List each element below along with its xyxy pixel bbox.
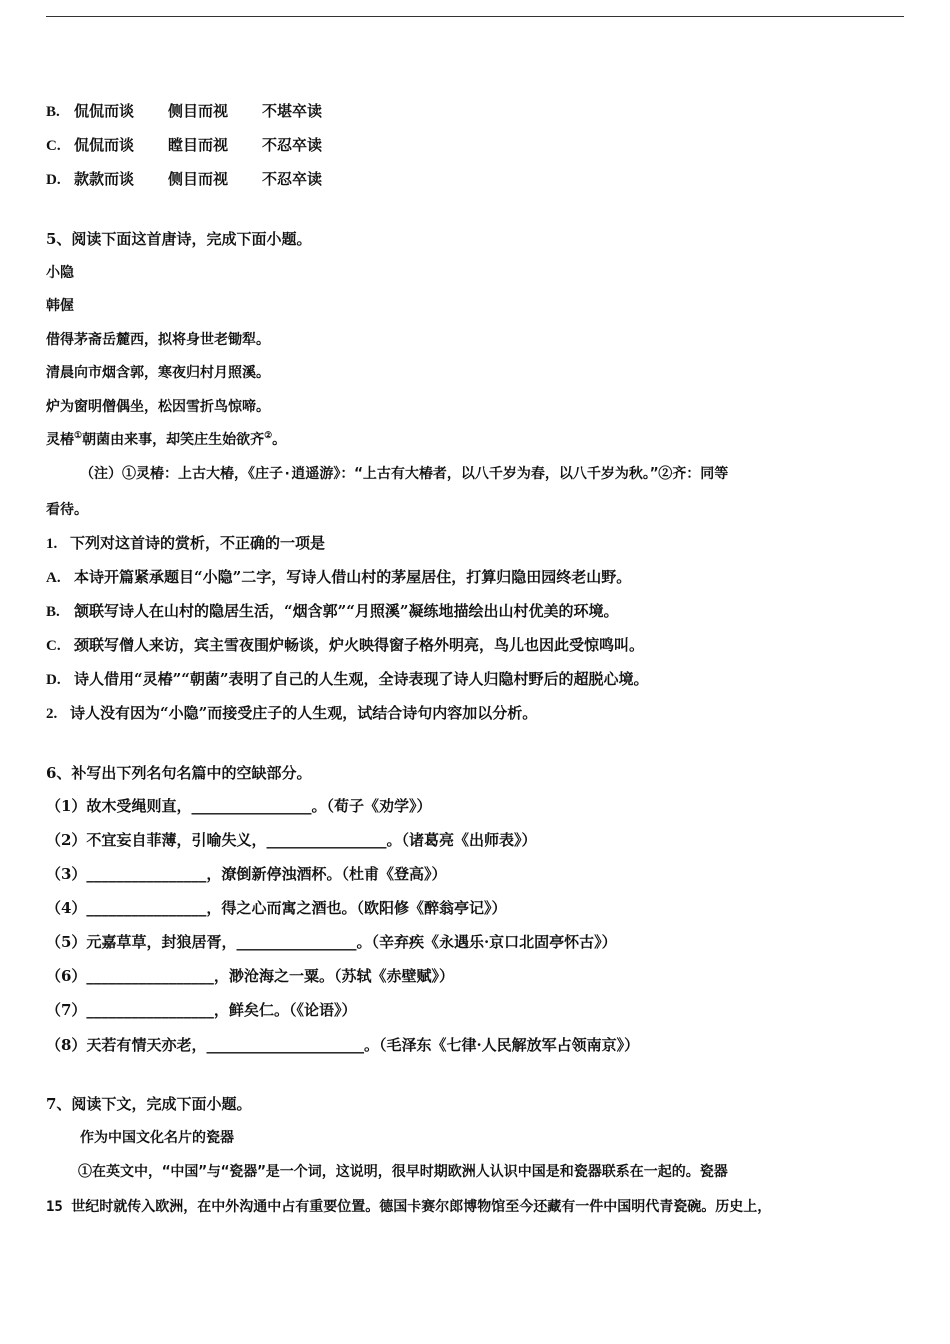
option-word-c: 不忍卒读 xyxy=(262,170,323,188)
option-word-a: 侃侃而谈 xyxy=(74,136,135,154)
q6-item: （5）元嘉草草，封狼居胥，________________。（辛弃疾《永遇乐·京口北固亭怀古》） xyxy=(46,933,617,951)
poem-line-4-part: 。 xyxy=(272,432,287,448)
q6-item: （8）天若有情天亦老，_____________________。（毛泽东《七律·人民解放军占领南京》） xyxy=(46,1036,640,1054)
article-title: 作为中国文化名片的瓷器 xyxy=(80,1130,234,1146)
q5-sub2 xyxy=(46,703,537,724)
option-word-b: 侧目而视 xyxy=(168,170,229,188)
option-label: C. xyxy=(46,138,61,154)
option-word-b: 瞠目而视 xyxy=(168,136,229,154)
footnote-marker-2: ② xyxy=(264,431,273,441)
option-word-c: 不堪卒读 xyxy=(262,102,323,120)
poem-line-4-part: 朝菌由来事，却笑庄生始欲齐 xyxy=(82,432,265,448)
poem-note: （注）①灵椿：上古大椿，《庄子·逍遥游》：“上古有大椿者，以八千岁为春，以八千岁为秋。”②齐：同等 xyxy=(80,466,729,482)
option-label: B. xyxy=(46,104,60,120)
footnote-marker-1: ① xyxy=(74,431,83,441)
q6-item: （3）________________，潦倒新停浊酒杯。（杜甫《登高》） xyxy=(46,865,447,883)
poem-line-3: 炉为窗明僧偶坐，松因雪折鸟惊啼。 xyxy=(46,399,270,415)
option-label: C. xyxy=(46,638,61,654)
q6-item: （2）不宜妄自菲薄，引喻失义，________________。（诸葛亮《出师表》） xyxy=(46,831,537,849)
q6-item: （4）________________，得之心而寓之酒也。（欧阳修《醉翁亭记》） xyxy=(46,899,507,917)
poem-author: 韩偓 xyxy=(46,298,74,314)
sub-text: 下列对这首诗的赏析，不正确的一项是 xyxy=(70,534,326,552)
option-text: 颔联写诗人在山村的隐居生活，“烟含郭”“月照溪”凝练地描绘出山村优美的环境。 xyxy=(74,602,619,620)
poem-line-4 xyxy=(46,430,286,450)
q6-item: （7）_________________，鲜矣仁。（《论语》） xyxy=(46,1001,357,1019)
poem-title: 小隐 xyxy=(46,265,74,281)
poem-line-4-part: 灵椿 xyxy=(46,432,74,448)
header-rule xyxy=(46,16,904,17)
option-label: D. xyxy=(46,672,61,688)
q6-item: （6）_________________，渺沧海之一粟。（苏轼《赤壁赋》） xyxy=(46,967,454,985)
option-label: A. xyxy=(46,570,61,586)
sub-number: 1. xyxy=(46,536,58,552)
q5-option-c xyxy=(46,635,644,656)
option-label: D. xyxy=(46,172,61,188)
option-text: 颈联写僧人来访，宾主雪夜围炉畅谈，炉火映得窗子格外明亮，鸟儿也因此受惊鸣叫。 xyxy=(74,636,645,654)
q5-sub1 xyxy=(46,533,325,554)
q4-option-b xyxy=(46,101,322,122)
q5-heading: 5、阅读下面这首唐诗，完成下面小题。 xyxy=(46,230,312,248)
poem-line-1: 借得茅斋岳麓西，拟将身世老锄犁。 xyxy=(46,332,270,348)
q4-option-c xyxy=(46,135,322,156)
sub-text: 诗人没有因为“小隐”而接受庄子的人生观，试结合诗句内容加以分析。 xyxy=(70,704,538,722)
q5-option-d xyxy=(46,669,649,690)
option-word-c: 不忍卒读 xyxy=(262,136,323,154)
q5-option-b xyxy=(46,601,619,622)
option-text: 诗人借用“灵椿”“朝菌”表明了自己的人生观，全诗表现了诗人归隐村野后的超脱心境。 xyxy=(74,670,649,688)
article-paragraph-1: ①在英文中，“中国”与“瓷器”是一个词，这说明，很早时期欧洲人认识中国是和瓷器联系在一起的。瓷器 xyxy=(78,1164,728,1180)
option-word-b: 侧目而视 xyxy=(168,102,229,120)
option-text: 本诗开篇紧承题目“小隐”二字，写诗人借山村的茅屋居住，打算归隐田园终老山野。 xyxy=(74,568,632,586)
q6-heading: 6、补写出下列名句名篇中的空缺部分。 xyxy=(46,764,312,782)
sub-number: 2. xyxy=(46,706,58,722)
article-paragraph-1-cont: 15 世纪时就传入欧洲，在中外沟通中占有重要位置。德国卡赛尔郎博物馆至今还藏有一件中国明代青瓷碗。历史上， xyxy=(46,1199,772,1215)
option-label: B. xyxy=(46,604,60,620)
option-word-a: 款款而谈 xyxy=(74,170,135,188)
option-word-a: 侃侃而谈 xyxy=(74,102,135,120)
q5-option-a xyxy=(46,567,631,588)
poem-line-2: 清晨向市烟含郭，寒夜归村月照溪。 xyxy=(46,365,270,381)
q4-option-d xyxy=(46,169,322,190)
q7-heading: 7、阅读下文，完成下面小题。 xyxy=(46,1095,252,1113)
q6-item: （1）故木受绳则直，________________。（荀子《劝学》） xyxy=(46,797,432,815)
poem-note-cont: 看待。 xyxy=(46,502,88,518)
